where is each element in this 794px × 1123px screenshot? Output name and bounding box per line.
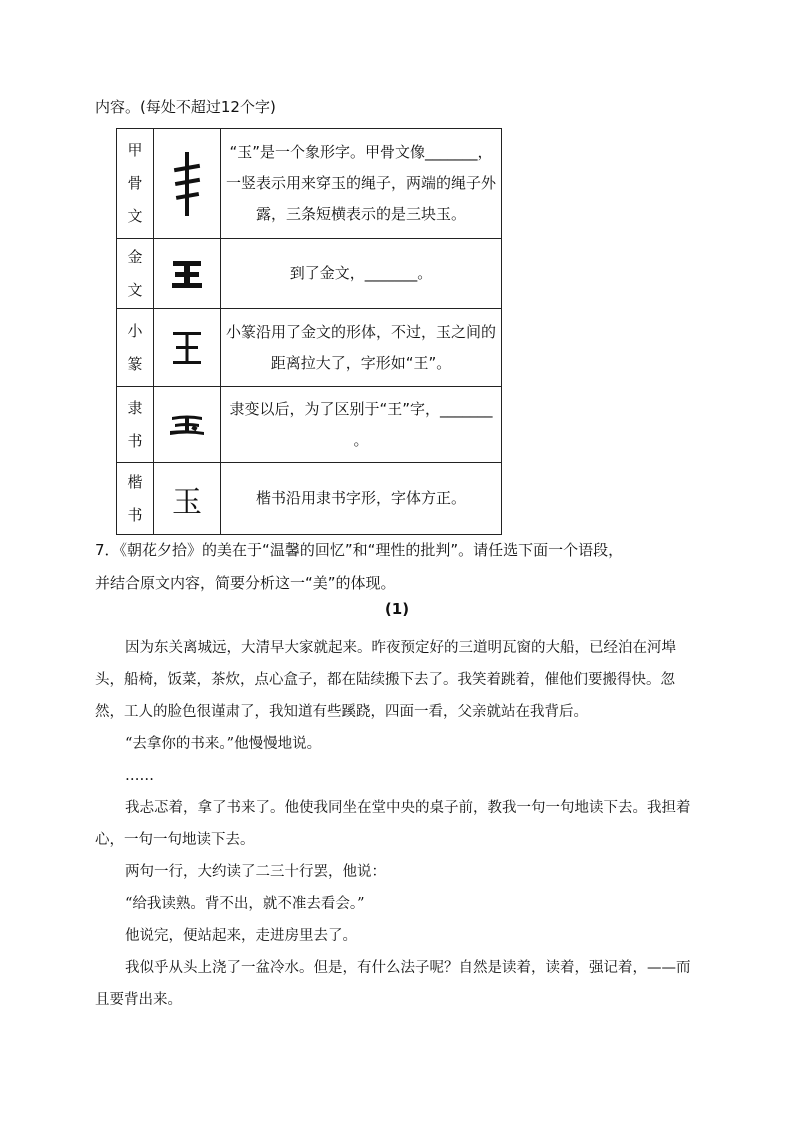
seal-glyph-cell	[154, 309, 221, 387]
bronze-glyph-cell	[154, 239, 221, 309]
description-line: 距离拉大了，字形如“王”。	[270, 353, 452, 372]
table-row	[117, 309, 502, 387]
script-name-cell: 金 文	[117, 239, 154, 309]
description-line: 到了金文，_______。	[289, 264, 433, 282]
script-name-chars: 甲 骨 文	[127, 141, 143, 225]
regular-script-yu: 玉	[172, 484, 202, 520]
question-7-line: 7．《朝花夕拾》的美在于“温馨的回忆”和“理性的批判”。请任选下面一个语段，	[95, 541, 624, 559]
description-cell	[221, 463, 502, 535]
reading-passage	[95, 632, 695, 1016]
passage-paragraph: “给我读熟。背不出，就不准去看会。”	[125, 896, 365, 912]
script-name-cell	[117, 129, 154, 239]
description-cell	[221, 387, 502, 463]
description-cell	[221, 129, 502, 239]
table-row	[117, 463, 502, 535]
passage-paragraph: 因为东关离城远，大清早大家就起来。昨夜预定好的三道明瓦窗的大船，已经泊在河埠头，船椅，饭菜，茶炊，点心盒子，都在陆续搬下去了。我笑着跳着，催他们要搬得快。忽然，工人的脸色很谨肃了，我知道有些蹊跷，四面一看，父亲就站在我背后。	[95, 640, 676, 720]
clerical-yu-icon	[170, 414, 204, 436]
oracle-bone-glyph-cell	[154, 129, 221, 239]
description-line: 露，三条短横表示的是三块玉。	[255, 205, 466, 223]
character-evolution-table	[116, 128, 502, 535]
section-number: (1)	[384, 600, 410, 618]
question-7	[95, 534, 695, 600]
passage-paragraph: ……	[125, 768, 154, 784]
table-row	[117, 387, 502, 463]
passage-paragraph: 我似乎从头上浇了一盆冷水。但是，有什么法子呢？自然是读着，读着，强记着，——而且要背出来。	[95, 960, 691, 1008]
passage-paragraph: 他说完，便站起来，走进房里去了。	[125, 928, 357, 944]
question-intro-text: 内容。(每处不超过12个字)	[95, 98, 276, 116]
description-line: “玉”是一个象形字。甲骨文像_______，	[229, 143, 493, 161]
table-row	[117, 129, 502, 239]
table-row	[117, 239, 502, 309]
oracle-bone-yu-icon	[172, 152, 202, 216]
question-7-line: 并结合原文内容，简要分析这一“美”的体现。	[95, 574, 396, 592]
bronze-yu-icon	[172, 259, 202, 289]
passage-paragraph: “去拿你的书来。”他慢慢地说。	[125, 736, 322, 752]
passage-paragraph: 两句一行，大约读了二三十行罢，他说：	[125, 864, 386, 880]
description-line: 小篆沿用了金文的形体，不过，玉之间的	[225, 322, 496, 341]
description-cell	[221, 309, 502, 387]
seal-yu-icon	[173, 331, 201, 365]
passage-paragraph: 我忐忑着，拿了书来了。他使我同坐在堂中央的桌子前，教我一句一句地读下去。我担着心，一句一句地读下去。	[95, 800, 691, 848]
script-name-cell: 隶 书	[117, 387, 154, 463]
clerical-glyph-cell	[154, 387, 221, 463]
description-line: 一竖表示用来穿玉的绳子，两端的绳子外	[225, 174, 496, 192]
script-name-cell: 小 篆	[117, 309, 154, 387]
description-line: 隶变以后，为了区别于“王”字，_______	[229, 399, 493, 418]
script-name-cell: 楷 书	[117, 463, 154, 535]
description-line: 楷书沿用隶书字形，字体方正。	[255, 489, 466, 507]
description-cell	[221, 239, 502, 309]
regular-glyph-cell	[154, 463, 221, 535]
description-line: 。	[353, 430, 369, 449]
